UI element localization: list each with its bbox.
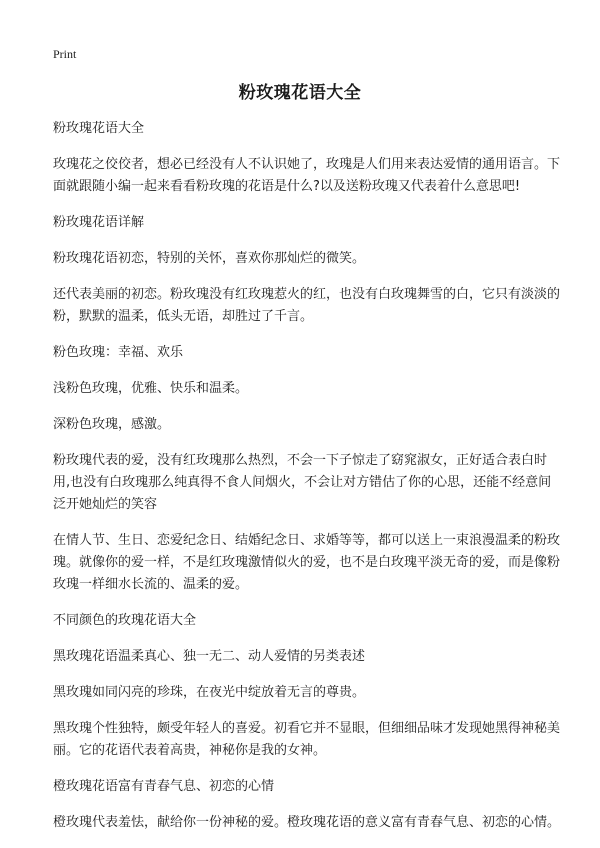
- paragraph: 粉色玫瑰：幸福、欢乐: [53, 345, 184, 360]
- print-link[interactable]: Print: [53, 47, 77, 61]
- article-body: [53, 118, 563, 848]
- paragraph: 深粉色玫瑰，感激。: [53, 417, 171, 432]
- section-heading: 不同颜色的玫瑰花语大全: [53, 613, 197, 628]
- paragraph: 橙玫瑰代表羞怯，献给你一份神秘的爱。橙玫瑰花语的意义富有青春气息、初恋的心情。: [53, 815, 561, 830]
- paragraph: 粉玫瑰代表的爱，没有红玫瑰那么热烈，不会一下子惊走了窈窕淑女，正好适合表白时用,也没有白玫瑰那么纯真得不食人间烟火，不会让对方错估了你的心思，还能不经意间泛开她灿烂的笑容: [53, 453, 552, 512]
- paragraph: 在情人节、生日、恋爱纪念日、结婚纪念日、求婚等等，都可以送上一束浪漫温柔的粉玫瑰。就像你的爱一样，不是红玫瑰激情似火的爱，也不是白玫瑰平淡无奇的爱，而是像粉玫瑰一样细水长流的、温柔的爱。: [53, 533, 561, 592]
- section-heading: 粉玫瑰花语大全: [53, 121, 145, 136]
- paragraph: 还代表美丽的初恋。粉玫瑰没有红玫瑰惹火的红，也没有白玫瑰舞雪的白，它只有淡淡的粉，默默的温柔，低头无语，却胜过了千言。: [53, 287, 561, 324]
- page-title: 粉玫瑰花语大全: [238, 83, 362, 103]
- paragraph: 黑玫瑰花语温柔真心、独一无二、动人爱情的另类表述: [53, 649, 366, 664]
- paragraph: 黑玫瑰如同闪亮的珍珠，在夜光中绽放着无言的尊贵。: [53, 685, 366, 700]
- section-heading: 粉玫瑰花语详解: [53, 215, 145, 230]
- paragraph: 玫瑰花之佼佼者，想必已经没有人不认识她了，玫瑰是人们用来表达爱情的通用语言。下面就跟随小编一起来看看粉玫瑰的花语是什么?以及送粉玫瑰又代表着什么意思吧!: [53, 157, 561, 194]
- paragraph: 橙玫瑰花语富有青春气息、初恋的心情: [53, 779, 275, 794]
- paragraph: 浅粉色玫瑰，优雅、快乐和温柔。: [53, 381, 249, 396]
- paragraph: 黑玫瑰个性独特，颇受年轻人的喜爱。初看它并不显眼，但细细品味才发现她黑得神秘美丽。它的花语代表着高贵，神秘你是我的女神。: [53, 721, 561, 758]
- paragraph: 粉玫瑰花语初恋，特别的关怀，喜欢你那灿烂的微笑。: [53, 251, 366, 266]
